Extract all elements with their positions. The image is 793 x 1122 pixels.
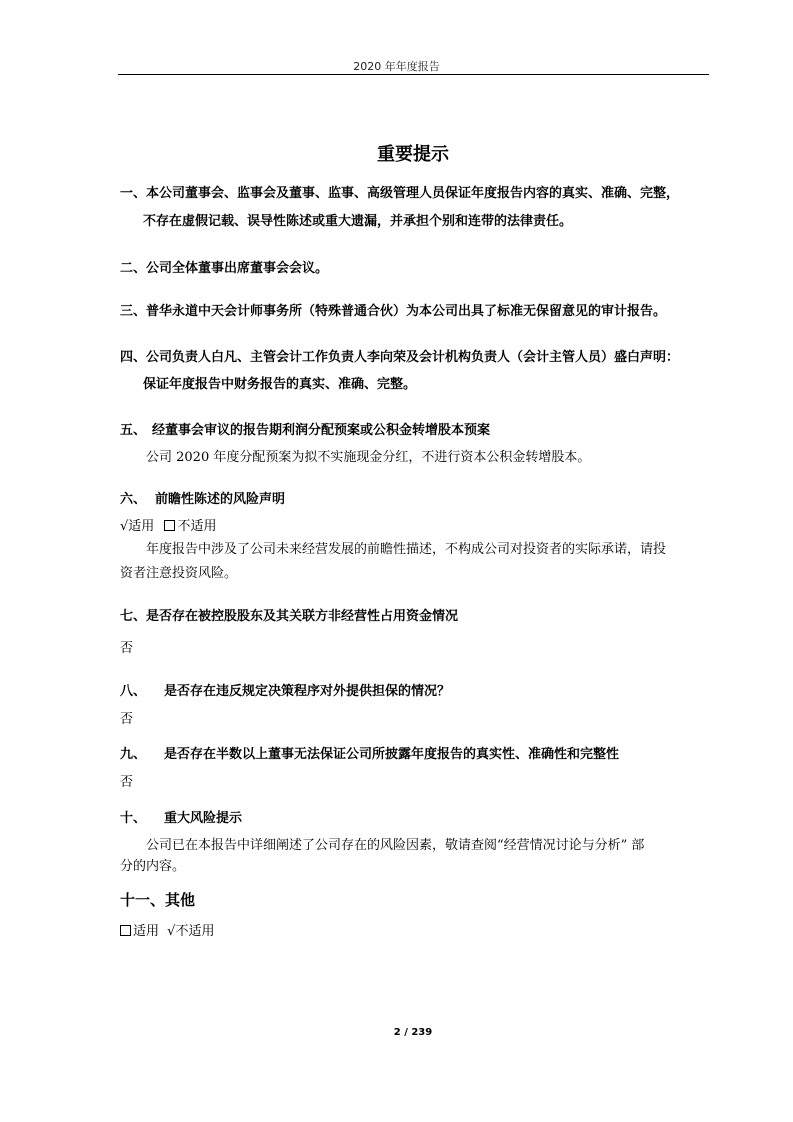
checkbox-empty-icon — [120, 925, 131, 936]
item6-number: 六、 — [120, 492, 147, 507]
item11-applicable: 适用 — [133, 924, 160, 939]
header-divider — [118, 74, 709, 75]
item6-applicable: √适用 — [120, 519, 155, 534]
running-header: 2020 年年度报告 — [353, 60, 440, 73]
item8-number: 八、 — [120, 684, 147, 699]
item9-answer: 否 — [120, 775, 134, 790]
item6-body-line2: 资者注意投资风险。 — [120, 566, 238, 581]
item9-heading: 是否存在半数以上董事无法保证公司所披露年度报告的真实性、准确性和完整性 — [164, 747, 620, 762]
checkbox-empty-icon — [164, 520, 175, 531]
item7-heading: 七、是否存在被控股股东及其关联方非经营性占用资金情况 — [120, 609, 459, 624]
item10-number: 十、 — [120, 811, 147, 826]
item6-heading: 前瞻性陈述的风险声明 — [155, 492, 286, 507]
item11-not-applicable: √不适用 — [167, 924, 215, 939]
item3-text: 三、普华永道中天会计师事务所（特殊普通合伙）为本公司出具了标准无保留意见的审计报告。 — [120, 304, 667, 319]
item8-answer: 否 — [120, 712, 134, 727]
item4-line2: 保证年度报告中财务报告的真实、准确、完整。 — [143, 377, 417, 392]
item11-options — [120, 920, 214, 939]
item10-body-line1: 公司已在本报告中详细阐述了公司存在的风险因素，敬请查阅“经营情况讨论与分析” 部 — [146, 838, 645, 853]
page-number: 2 / 239 — [393, 1027, 433, 1038]
item8-heading: 是否存在违反规定决策程序对外提供担保的情况？ — [164, 684, 451, 699]
item1-line1: 一、本公司董事会、监事会及董事、监事、高级管理人员保证年度报告内容的真实、准确、完整， — [120, 186, 680, 201]
page-title: 重要提示 — [377, 144, 449, 165]
item5-number: 五、 — [120, 423, 147, 438]
item5-heading: 经董事会审议的报告期利润分配预案或公积金转增股本预案 — [152, 423, 491, 438]
item4-line1: 四、公司负责人白凡、主管会计工作负责人李向荣及会计机构负责人（会计主管人员）盛白声明： — [120, 350, 680, 365]
item5-body: 公司 2020 年度分配预案为拟不实施现金分红，不进行资本公积金转增股本。 — [146, 450, 591, 465]
item9-number: 九、 — [120, 747, 147, 762]
item10-heading: 重大风险提示 — [164, 811, 243, 826]
item6-not-applicable: 不适用 — [177, 519, 217, 534]
item1-line2: 不存在虚假记载、误导性陈述或重大遗漏，并承担个别和连带的法律责任。 — [143, 214, 573, 229]
item6-body-line1: 年度报告中涉及了公司未来经营发展的前瞻性描述，不构成公司对投资者的实际承诺，请投 — [146, 542, 667, 557]
item7-answer: 否 — [120, 641, 134, 656]
item11-heading: 十一、其他 — [120, 891, 196, 909]
item2-text: 二、公司全体董事出席董事会会议。 — [120, 261, 329, 276]
item6-options — [120, 515, 216, 534]
item10-body-line2: 分的内容。 — [120, 859, 186, 874]
